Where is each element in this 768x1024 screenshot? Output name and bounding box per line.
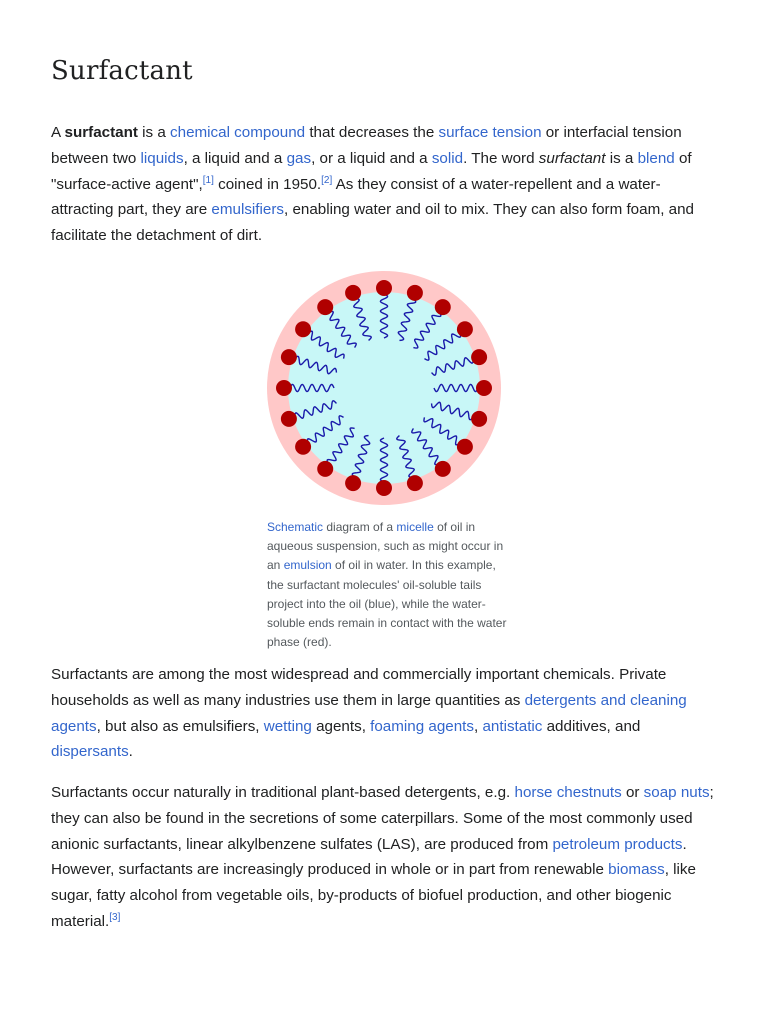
surfactant-head bbox=[276, 380, 292, 396]
reference-3 bbox=[109, 912, 120, 923]
surfactant-head bbox=[295, 321, 311, 337]
italic-term: surfactant bbox=[538, 149, 606, 167]
link-gas[interactable]: gas bbox=[286, 149, 312, 167]
page-title: Surfactant bbox=[51, 56, 193, 86]
intro-paragraph: A surfactant is a chemical compound that decreases the surface tension or interfacial tension between two liquids, a liquid and a gas, or a liquid and a solid. The word surfactant is a blend of "surface-active agent",[1] coined in 1950.[2] As they consist of a water-repellent and a water-attracting part, they are emulsifiers, enabling water and oil to mix. They can also form foam, and facilitate the detachment of dirt. bbox=[51, 124, 694, 245]
link-schematic[interactable]: Schematic bbox=[267, 520, 324, 534]
link-horse-chestnuts[interactable]: horse chestnuts bbox=[514, 784, 622, 801]
link-chemical-compound[interactable]: chemical compound bbox=[170, 124, 306, 141]
bold-term: surfactant bbox=[64, 124, 138, 141]
link-soap-nuts[interactable]: soap nuts bbox=[643, 784, 710, 801]
surfactant-head bbox=[476, 380, 492, 396]
reference-2 bbox=[321, 175, 332, 186]
link-surface-tension[interactable]: surface tension bbox=[438, 124, 542, 141]
link-emulsion[interactable]: emulsion bbox=[283, 558, 332, 573]
surfactant-head bbox=[407, 475, 423, 491]
surfactant-head bbox=[376, 280, 392, 296]
sources-paragraph: Surfactants occur naturally in traditional plant-based detergents, e.g. horse chestnuts or soap nuts; they can also be found in the secretions of some caterpillars. Some of the most commonly used anionic surfactants, linear alkylbenzene sulfates (LAS), are produced from petroleum products. However, surfactants are increasingly produced in whole or in part from renewable biomass, like sugar, fatty alcohol from vegetable oils, by-products of biofuel production, and other biogenic material.[3] bbox=[51, 784, 714, 930]
surfactant-head bbox=[376, 480, 392, 496]
oil-phase-core bbox=[288, 292, 480, 484]
link-solid[interactable]: solid bbox=[431, 149, 464, 167]
surfactant-head bbox=[435, 299, 451, 315]
surfactant-head bbox=[457, 439, 473, 455]
link-foaming-agents[interactable]: foaming agents bbox=[370, 717, 474, 735]
figure-caption: Schematic diagram of a micelle of oil in aqueous suspension, such as might occur in an emulsion of oil in water. In this example, the surfactant molecules' oil-soluble tails project into the oil (blue), while the water-soluble ends remain in contact with the water phase (red). bbox=[267, 520, 507, 650]
reference-link-1[interactable]: [1] bbox=[202, 174, 214, 186]
surfactant-head bbox=[317, 299, 333, 315]
surfactant-head bbox=[471, 411, 487, 427]
link-antistatic[interactable]: antistatic bbox=[482, 717, 543, 735]
surfactant-head bbox=[345, 475, 361, 491]
micelle-diagram[interactable] bbox=[265, 266, 503, 510]
link-biomass[interactable]: biomass bbox=[608, 861, 665, 879]
surfactant-head bbox=[281, 349, 297, 365]
link-emulsifiers[interactable]: emulsifiers bbox=[211, 201, 284, 219]
surfactant-head bbox=[295, 439, 311, 455]
link-micelle[interactable]: micelle bbox=[396, 520, 434, 534]
link-wetting[interactable]: wetting bbox=[263, 717, 312, 735]
link-dispersants[interactable]: dispersants bbox=[51, 743, 129, 761]
surfactant-head bbox=[281, 411, 297, 427]
link-petroleum-products[interactable]: petroleum products bbox=[552, 835, 683, 853]
link-blend[interactable]: blend bbox=[637, 149, 675, 167]
surfactant-head bbox=[457, 321, 473, 337]
surfactant-head bbox=[407, 285, 423, 301]
link-detergents[interactable]: detergents and cleaning agents bbox=[51, 691, 687, 735]
reference-link-3[interactable]: [3] bbox=[109, 911, 121, 923]
reference-1 bbox=[203, 175, 214, 186]
surfactant-head bbox=[317, 461, 333, 477]
micelle-figure bbox=[262, 266, 506, 510]
uses-paragraph: Surfactants are among the most widespread and commercially important chemicals. Private households as well as many industries use them in large quantities as detergents and cleaning agents, but also as emulsifiers, wetting agents, foaming agents, antistatic additives, and dispersants. bbox=[51, 666, 687, 761]
link-liquids[interactable]: liquids bbox=[140, 149, 184, 167]
surfactant-head bbox=[435, 461, 451, 477]
surfactant-head bbox=[345, 285, 361, 301]
reference-link-2[interactable]: [2] bbox=[321, 174, 333, 186]
surfactant-head bbox=[471, 349, 487, 365]
